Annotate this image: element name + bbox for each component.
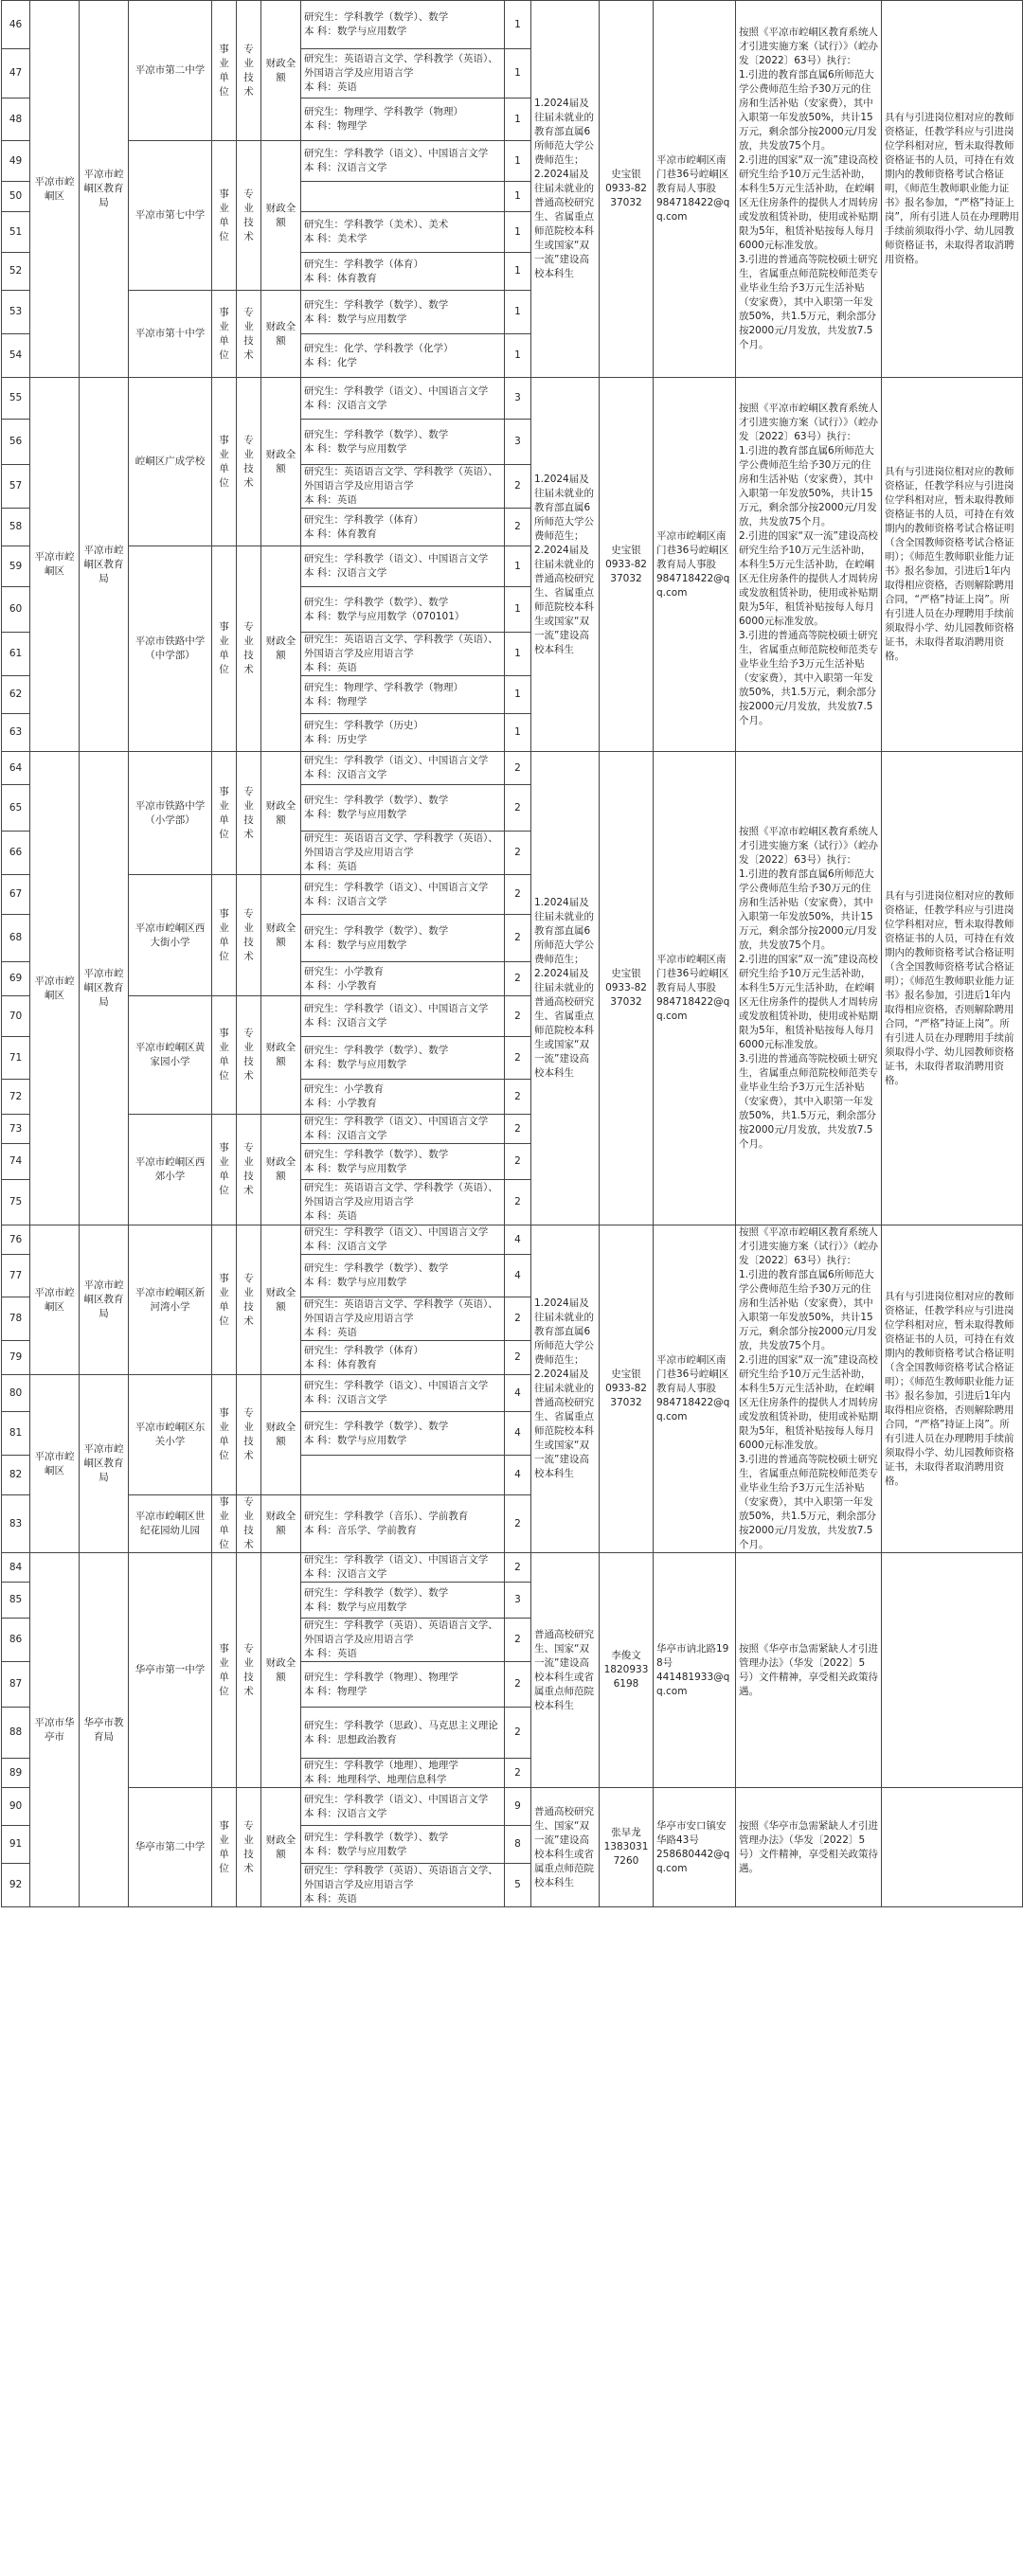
major-cell: 研究生：学科教学（语文）、中国语言文学 本 科：汉语言文学 — [301, 996, 505, 1037]
post-type-cell: 专业技术 — [237, 291, 261, 378]
row-number: 55 — [2, 378, 30, 420]
other-cell — [882, 1553, 1023, 1788]
school-cell: 平凉市第二中学 — [129, 1, 212, 141]
count-cell: 2 — [505, 509, 531, 546]
count-cell: 3 — [505, 420, 531, 465]
major-cell: 研究生：学科教学（数学）、数学 本 科：数学与应用数学 — [301, 291, 505, 334]
row-number: 49 — [2, 141, 30, 182]
school-cell: 平凉市崆峒区西大街小学 — [129, 875, 212, 996]
unit-type-cell: 事业单位 — [212, 546, 237, 752]
other-cell — [882, 1788, 1023, 1907]
row-number: 85 — [2, 1583, 30, 1619]
major-cell: 研究生：学科教学（英语）、英语语言文学、外国语言学及应用语言学 本 科：英语 — [301, 1619, 505, 1662]
school-cell: 华亭市第二中学 — [129, 1788, 212, 1907]
post-type-cell: 专业技术 — [237, 875, 261, 996]
row-number: 60 — [2, 587, 30, 633]
contact-cell: 史宝银 0933-8237032 — [600, 1, 654, 378]
unit-cell: 平凉市崆峒区教育局 — [80, 752, 129, 1225]
count-cell: 2 — [505, 752, 531, 785]
row-number: 62 — [2, 676, 30, 714]
count-cell: 2 — [505, 996, 531, 1037]
policy-cell: 按照《平凉市崆峒区教育系统人才引进实施方案（试行）》（崆办发〔2022〕63号）执行： 1.引进的教育部直属6所师范大学公费师范生给予30万元的住房和生活补贴（安家费），其中入职第一年发放50%，共计15万元，剩余部分按2000元/月发放，共发放75个月。 2.引进的国家“双一流”建设高校研究生给予10万元生活补助，本科生5万元生活补助，在崆峒区无住房条件的提供人才周转房或发放租赁补助，使用或补贴期限为5年，租赁补贴按每人每月6000元标准发放。 3.引进的普通高等院校硕士研究生，省属重点师范院校师范类专业毕业生给予3万元生活补贴（安家费），其中入职第一年发放50%，共1.5万元，剩余部分按2000元/月发放，共发放7.5个月。 — [736, 752, 882, 1225]
row-number: 66 — [2, 832, 30, 875]
count-cell: 2 — [505, 465, 531, 509]
major-cell: 研究生：学科教学（数学）、数学 本 科：数学与应用数学 — [301, 420, 505, 465]
row-number: 78 — [2, 1297, 30, 1341]
table-row — [2, 1, 1023, 49]
count-cell: 1 — [505, 98, 531, 141]
row-number: 73 — [2, 1115, 30, 1144]
count-cell: 2 — [505, 1759, 531, 1788]
count-cell: 3 — [505, 1583, 531, 1619]
contact-cell: 张早龙 13830317260 — [600, 1788, 654, 1907]
row-number: 84 — [2, 1553, 30, 1583]
count-cell: 4 — [505, 1412, 531, 1456]
funding-cell: 财政全额 — [261, 875, 301, 996]
major-cell: 研究生：学科教学（历史） 本 科：历史学 — [301, 714, 505, 752]
count-cell: 4 — [505, 1225, 531, 1255]
funding-cell: 财政全额 — [261, 1788, 301, 1907]
other-cell: 具有与引进岗位相对应的教师资格证，任教学科应与引进岗位学科相对应，暂未取得教师资格证书的人员，可持在有效期内的教师资格考试合格证明（含全国教师资格考试合格证明）；《师范生教师职业能力证书》报名参加，引进后1年内取得相应资格，否则解除聘用合同，“严格”持证上岗”。所有引进人员在办理聘用手续前须取得小学、幼儿园教师资格证书，未取得者取消聘用资格。 — [882, 752, 1023, 1225]
school-cell: 崆峒区广成学校 — [129, 378, 212, 546]
count-cell: 1 — [505, 253, 531, 291]
major-cell: 研究生：学科教学（数学）、数学 本 科：数学与应用数学 — [301, 1144, 505, 1180]
unit-type-cell: 事业单位 — [212, 1495, 237, 1553]
count-cell: 2 — [505, 1115, 531, 1144]
count-cell: 2 — [505, 915, 531, 962]
count-cell: 1 — [505, 546, 531, 587]
recruitment-table — [1, 0, 1023, 1907]
post-type-cell: 专业技术 — [237, 141, 261, 291]
address-cell: 平凉市崆峒区南门巷36号崆峒区教育局人事股 984718422@qq.com — [654, 752, 736, 1225]
table-row — [2, 378, 1023, 420]
funding-cell: 财政全额 — [261, 1115, 301, 1225]
funding-cell: 财政全额 — [261, 378, 301, 546]
major-cell: 研究生：学科教学（音乐）、学前教育 本 科：音乐学、学前教育 — [301, 1495, 505, 1553]
contact-cell: 史宝银 0933-8237032 — [600, 378, 654, 752]
row-number: 64 — [2, 752, 30, 785]
school-cell: 平凉市崆峒区西郊小学 — [129, 1115, 212, 1225]
table-row — [2, 1788, 1023, 1826]
requirement-cell: 1.2024届及往届未就业的教育部直属6所师范大学公费师范生； 2.2024届及往届未就业的普通高校研究生、省属重点师范院校本科生或国家“双一流”建设高校本科生 — [531, 1, 600, 378]
row-number: 71 — [2, 1037, 30, 1080]
major-cell: 研究生：学科教学（数学）、数学 本 科：数学与应用数学 — [301, 1037, 505, 1080]
major-cell: 研究生：英语语言文学、学科教学（英语）、外国语言学及应用语言学 本 科：英语 — [301, 49, 505, 98]
count-cell: 4 — [505, 1375, 531, 1412]
major-cell: 研究生：物理学、学科教学（物理） 本 科：物理学 — [301, 676, 505, 714]
count-cell: 2 — [505, 1144, 531, 1180]
row-number: 75 — [2, 1180, 30, 1225]
row-number: 92 — [2, 1864, 30, 1907]
funding-cell: 财政全额 — [261, 1, 301, 141]
major-cell: 研究生：英语语言文学、学科教学（英语）、外国语言学及应用语言学 本 科：英语 — [301, 465, 505, 509]
department-cell: 平凉市华亭市 — [30, 1553, 80, 1907]
row-number: 53 — [2, 291, 30, 334]
count-cell: 2 — [505, 1662, 531, 1708]
major-cell: 研究生：学科教学（语文）、中国语言文学 本 科：汉语言文学 — [301, 1553, 505, 1583]
count-cell: 1 — [505, 182, 531, 212]
school-cell: 平凉市铁路中学（小学部） — [129, 752, 212, 875]
unit-type-cell: 事业单位 — [212, 752, 237, 875]
major-cell: 研究生：学科教学（语文）、中国语言文学 本 科：汉语言文学 — [301, 1788, 505, 1826]
row-number: 86 — [2, 1619, 30, 1662]
unit-type-cell: 事业单位 — [212, 1375, 237, 1495]
department-cell: 平凉市崆峒区 — [30, 1, 80, 378]
major-cell: 研究生：学科教学（数学）、数学 本 科：数学与应用数学 — [301, 1, 505, 49]
row-number: 68 — [2, 915, 30, 962]
address-cell: 平凉市崆峒区南门巷36号崆峒区教育局人事股 984718422@qq.com — [654, 1, 736, 378]
post-type-cell: 专业技术 — [237, 752, 261, 875]
major-cell: 研究生：学科教学（英语）、英语语言文学、外国语言学及应用语言学 本 科：英语 — [301, 1864, 505, 1907]
row-number: 82 — [2, 1456, 30, 1495]
major-cell: 研究生：学科教学（数学）、数学 本 科：数学与应用数学 — [301, 915, 505, 962]
row-number: 91 — [2, 1826, 30, 1864]
post-type-cell: 专业技术 — [237, 1788, 261, 1907]
school-cell: 平凉市崆峒区东关小学 — [129, 1375, 212, 1495]
row-number: 59 — [2, 546, 30, 587]
school-cell: 平凉市崆峒区新河湾小学 — [129, 1225, 212, 1375]
count-cell: 2 — [505, 1297, 531, 1341]
post-type-cell: 专业技术 — [237, 1, 261, 141]
funding-cell: 财政全额 — [261, 291, 301, 378]
row-number: 47 — [2, 49, 30, 98]
unit-type-cell: 事业单位 — [212, 378, 237, 546]
contact-cell: 史宝银 0933-8237032 — [600, 1225, 654, 1553]
major-cell: 研究生：学科教学（思政）、马克思主义理论 本 科：思想政治教育 — [301, 1708, 505, 1759]
funding-cell: 财政全额 — [261, 1375, 301, 1495]
policy-cell: 按照《平凉市崆峒区教育系统人才引进实施方案（试行）》（崆办发〔2022〕63号）执行： 1.引进的教育部直属6所师范大学公费师范生给予30万元的住房和生活补贴（安家费），其中入职第一年发放50%，共计15万元，剩余部分按2000元/月发放，共发放75个月。 2.引进的国家“双一流”建设高校研究生给予10万元生活补助，本科生5万元生活补助，在崆峒区无住房条件的提供人才周转房或发放租赁补助，使用或补贴期限为5年，租赁补贴按每人每月6000元标准发放。 3.引进的普通高等院校硕士研究生，省属重点师范院校师范类专业毕业生给予3万元生活补贴（安家费），其中入职第一年发放50%，共1.5万元，剩余部分按2000元/月发放，共发放7.5个月。 — [736, 1225, 882, 1553]
other-cell: 具有与引进岗位相对应的教师资格证，任教学科应与引进岗位学科相对应，暂未取得教师资格证书的人员，可持在有效期内的教师资格考试合格证明（含全国教师资格考试合格证明）；《师范生教师职业能力证书》报名参加，引进后1年内取得相应资格，否则解除聘用合同，“严格”持证上岗”。所有引进人员在办理聘用手续前须取得小学、幼儿园教师资格证书，未取得者取消聘用资格。 — [882, 378, 1023, 752]
post-type-cell: 专业技术 — [237, 1553, 261, 1788]
count-cell: 8 — [505, 1826, 531, 1864]
count-cell: 2 — [505, 1080, 531, 1115]
count-cell: 2 — [505, 1708, 531, 1759]
row-number: 69 — [2, 962, 30, 996]
row-number: 58 — [2, 509, 30, 546]
major-cell: 研究生：学科教学（数学）、数学 本 科：数学与应用数学 — [301, 1826, 505, 1864]
unit-type-cell: 事业单位 — [212, 1, 237, 141]
row-number: 81 — [2, 1412, 30, 1456]
school-cell: 平凉市铁路中学（中学部） — [129, 546, 212, 752]
requirement-cell: 1.2024届及往届未就业的教育部直属6所师范大学公费师范生； 2.2024届及往届未就业的普通高校研究生、省属重点师范院校本科生或国家“双一流”建设高校本科生 — [531, 752, 600, 1225]
row-number: 56 — [2, 420, 30, 465]
count-cell: 2 — [505, 962, 531, 996]
count-cell: 1 — [505, 587, 531, 633]
major-cell: 研究生：学科教学（语文）、中国语言文学 本 科：汉语言文学 — [301, 875, 505, 915]
count-cell: 2 — [505, 1619, 531, 1662]
requirement-cell: 普通高校研究生、国家“双一流”建设高校本科生或省属重点师范院校本科生 — [531, 1553, 600, 1788]
row-number: 46 — [2, 1, 30, 49]
major-cell: 研究生：学科教学（语文）、中国语言文学 本 科：汉语言文学 — [301, 752, 505, 785]
unit-cell: 平凉市崆峒区教育局 — [80, 378, 129, 752]
post-type-cell: 专业技术 — [237, 1375, 261, 1495]
major-cell: 研究生：物理学、学科教学（物理） 本 科：物理学 — [301, 98, 505, 141]
unit-type-cell: 事业单位 — [212, 291, 237, 378]
count-cell: 9 — [505, 1788, 531, 1826]
count-cell: 1 — [505, 141, 531, 182]
count-cell: 1 — [505, 291, 531, 334]
major-cell: 研究生：学科教学（语文）、中国语言文学 本 科：汉语言文学 — [301, 1225, 505, 1255]
other-cell: 具有与引进岗位相对应的教师资格证，任教学科应与引进岗位学科相对应，暂未取得教师资格证书的人员，可持在有效期内的教师资格考试合格证明，《师范生教师职业能力证书》报名参加，“严格”持证上岗”，所有引进人员在办理聘用手续前须取得小学、幼儿园教师资格证书，未取得者取消聘用资格。 — [882, 1, 1023, 378]
count-cell: 1 — [505, 334, 531, 378]
post-type-cell: 专业技术 — [237, 378, 261, 546]
policy-cell: 按照《华亭市急需紧缺人才引进管理办法》（华发〔2022〕5号）文件精神，享受相关政策待遇。 — [736, 1553, 882, 1788]
row-number: 54 — [2, 334, 30, 378]
unit-type-cell: 事业单位 — [212, 1225, 237, 1375]
major-cell: 研究生：化学、学科教学（化学） 本 科：化学 — [301, 334, 505, 378]
major-cell: 研究生：小学教育 本 科：小学教育 — [301, 1080, 505, 1115]
table-row — [2, 752, 1023, 785]
row-number: 90 — [2, 1788, 30, 1826]
unit-cell: 平凉市崆峒区教育局 — [80, 1225, 129, 1375]
count-cell: 2 — [505, 1553, 531, 1583]
unit-type-cell: 事业单位 — [212, 1115, 237, 1225]
address-cell: 华亭市安口镇安华路43号 258680442@qq.com — [654, 1788, 736, 1907]
funding-cell: 财政全额 — [261, 1495, 301, 1553]
major-cell: 研究生：学科教学（体育） 本 科：体育教育 — [301, 509, 505, 546]
major-cell: 研究生：学科教学（语文）、中国语言文学 本 科：汉语言文学 — [301, 546, 505, 587]
funding-cell: 财政全额 — [261, 546, 301, 752]
contact-cell: 李俊文 18209336198 — [600, 1553, 654, 1788]
policy-cell: 按照《平凉市崆峒区教育系统人才引进实施方案（试行）》（崆办发〔2022〕63号）执行： 1.引进的教育部直属6所师范大学公费师范生给予30万元的住房和生活补贴（安家费），其中入职第一年发放50%，共计15万元，剩余部分按2000元/月发放，共发放75个月。 2.引进的国家“双一流”建设高校研究生给予10万元生活补助，本科生5万元生活补助，在崆峒区无住房条件的提供人才周转房或发放租赁补助，使用或补贴期限为5年，租赁补贴按每人每月6000元标准发放。 3.引进的普通高等院校硕士研究生，省属重点师范院校师范类专业毕业生给予3万元生活补贴（安家费），其中入职第一年发放50%，共1.5万元，剩余部分按2000元/月发放，共发放7.5个月。 — [736, 1, 882, 378]
major-cell: 研究生：学科教学（地理）、地理学 本 科：地理科学、地理信息科学 — [301, 1759, 505, 1788]
major-cell: 研究生：学科教学（数学）、数学 本 科：数学与应用数学 — [301, 1255, 505, 1297]
count-cell: 1 — [505, 714, 531, 752]
unit-cell: 平凉市崆峒区教育局 — [80, 1, 129, 378]
row-number: 80 — [2, 1375, 30, 1412]
address-cell: 华亭市讷北路198号 441481933@qq.com — [654, 1553, 736, 1788]
count-cell: 5 — [505, 1864, 531, 1907]
count-cell: 2 — [505, 1037, 531, 1080]
major-cell: 研究生：学科教学（数学）、数学 本 科：数学与应用数学 — [301, 1583, 505, 1619]
department-cell: 平凉市崆峒区 — [30, 378, 80, 752]
count-cell: 1 — [505, 633, 531, 676]
funding-cell: 财政全额 — [261, 996, 301, 1115]
major-cell: 研究生：学科教学（语文）、中国语言文学 本 科：汉语言文学 — [301, 1375, 505, 1412]
unit-type-cell: 事业单位 — [212, 1788, 237, 1907]
count-cell: 1 — [505, 1, 531, 49]
major-cell: 研究生：英语语言文学、学科教学（英语）、外国语言学及应用语言学 本 科：英语 — [301, 1180, 505, 1225]
policy-cell: 按照《平凉市崆峒区教育系统人才引进实施方案（试行）》（崆办发〔2022〕63号）执行： 1.引进的教育部直属6所师范大学公费师范生给予30万元的住房和生活补贴（安家费），其中入职第一年发放50%，共计15万元，剩余部分按2000元/月发放，共发放75个月。 2.引进的国家“双一流”建设高校研究生给予10万元生活补助，本科生5万元生活补助，在崆峒区无住房条件的提供人才周转房或发放租赁补助，使用或补贴期限为5年，租赁补贴按每人每月6000元标准发放。 3.引进的普通高等院校硕士研究生，省属重点师范院校师范类专业毕业生给予3万元生活补贴（安家费），其中入职第一年发放50%，共1.5万元，剩余部分按2000元/月发放，共发放7.5个月。 — [736, 378, 882, 752]
school-cell: 平凉市第七中学 — [129, 141, 212, 291]
count-cell: 2 — [505, 875, 531, 915]
major-cell — [301, 182, 505, 212]
funding-cell: 财政全额 — [261, 141, 301, 291]
count-cell: 1 — [505, 676, 531, 714]
post-type-cell: 专业技术 — [237, 546, 261, 752]
major-cell: 研究生：学科教学（物理）、物理学 本 科：物理学 — [301, 1662, 505, 1708]
post-type-cell: 专业技术 — [237, 1115, 261, 1225]
department-cell: 平凉市崆峒区 — [30, 1375, 80, 1553]
post-type-cell: 专业技术 — [237, 996, 261, 1115]
major-cell: 研究生：学科教学（体育） 本 科：体育教育 — [301, 1341, 505, 1375]
department-cell: 平凉市崆峒区 — [30, 752, 80, 1225]
school-cell: 平凉市第十中学 — [129, 291, 212, 378]
row-number: 89 — [2, 1759, 30, 1788]
major-cell: 研究生：学科教学（数学）、数学 本 科：数学与应用数学 — [301, 1412, 505, 1456]
table-row — [2, 1553, 1023, 1583]
major-cell: 研究生：学科教学（数学）、数学 本 科：数学与应用数学（070101） — [301, 587, 505, 633]
post-type-cell: 专业技术 — [237, 1225, 261, 1375]
major-cell: 研究生：学科教学（数学）、数学 本 科：数学与应用数学 — [301, 785, 505, 832]
row-number: 83 — [2, 1495, 30, 1553]
contact-cell: 史宝银 0933-8237032 — [600, 752, 654, 1225]
address-cell: 平凉市崆峒区南门巷36号崆峒区教育局人事股 984718422@qq.com — [654, 378, 736, 752]
major-cell: 研究生：学科教学（体育） 本 科：体育教育 — [301, 253, 505, 291]
count-cell: 4 — [505, 1255, 531, 1297]
row-number: 70 — [2, 996, 30, 1037]
unit-type-cell: 事业单位 — [212, 1553, 237, 1788]
row-number: 57 — [2, 465, 30, 509]
other-cell: 具有与引进岗位相对应的教师资格证，任教学科应与引进岗位学科相对应，暂未取得教师资格证书的人员，可持在有效期内的教师资格考试合格证明（含全国教师资格考试合格证明）；《师范生教师职业能力证书》报名参加，引进后1年内取得相应资格，否则解除聘用合同，“严格”持证上岗”。所有引进人员在办理聘用手续前须取得小学、幼儿园教师资格证书，未取得者取消聘用资格。 — [882, 1225, 1023, 1553]
count-cell: 2 — [505, 832, 531, 875]
funding-cell: 财政全额 — [261, 1553, 301, 1788]
requirement-cell: 1.2024届及往届未就业的教育部直属6所师范大学公费师范生； 2.2024届及往届未就业的普通高校研究生、省属重点师范院校本科生或国家“双一流”建设高校本科生 — [531, 1225, 600, 1553]
policy-cell: 按照《华亭市急需紧缺人才引进管理办法》（华发〔2022〕5号）文件精神，享受相关政策待遇。 — [736, 1788, 882, 1907]
post-type-cell: 专业技术 — [237, 1495, 261, 1553]
requirement-cell: 1.2024届及往届未就业的教育部直属6所师范大学公费师范生； 2.2024届及往届未就业的普通高校研究生、省属重点师范院校本科生或国家“双一流”建设高校本科生 — [531, 378, 600, 752]
funding-cell: 财政全额 — [261, 1225, 301, 1375]
row-number: 87 — [2, 1662, 30, 1708]
unit-type-cell: 事业单位 — [212, 996, 237, 1115]
row-number: 79 — [2, 1341, 30, 1375]
major-cell: 研究生：英语语言文学、学科教学（英语）、外国语言学及应用语言学 本 科：英语 — [301, 633, 505, 676]
row-number: 67 — [2, 875, 30, 915]
row-number: 88 — [2, 1708, 30, 1759]
unit-type-cell: 事业单位 — [212, 875, 237, 996]
row-number: 72 — [2, 1080, 30, 1115]
table-row — [2, 1225, 1023, 1255]
row-number: 50 — [2, 182, 30, 212]
row-number: 61 — [2, 633, 30, 676]
row-number: 65 — [2, 785, 30, 832]
unit-cell: 华亭市教育局 — [80, 1553, 129, 1907]
department-cell: 平凉市崆峒区 — [30, 1225, 80, 1375]
school-cell: 平凉市崆峒区世纪花园幼儿园 — [129, 1495, 212, 1553]
count-cell: 2 — [505, 785, 531, 832]
major-cell: 研究生：学科教学（语文）、中国语言文学 本 科：汉语言文学 — [301, 141, 505, 182]
count-cell: 3 — [505, 378, 531, 420]
major-cell — [301, 1456, 505, 1495]
row-number: 48 — [2, 98, 30, 141]
row-number: 52 — [2, 253, 30, 291]
major-cell: 研究生：学科教学（美术）、美术 本 科：美术学 — [301, 212, 505, 253]
count-cell: 2 — [505, 1495, 531, 1553]
count-cell: 2 — [505, 1341, 531, 1375]
count-cell: 1 — [505, 212, 531, 253]
row-number: 74 — [2, 1144, 30, 1180]
funding-cell: 财政全额 — [261, 752, 301, 875]
row-number: 51 — [2, 212, 30, 253]
count-cell: 1 — [505, 49, 531, 98]
major-cell: 研究生：英语语言文学、学科教学（英语）、外国语言学及应用语言学 本 科：英语 — [301, 832, 505, 875]
unit-cell: 平凉市崆峒区教育局 — [80, 1375, 129, 1553]
address-cell: 平凉市崆峒区南门巷36号崆峒区教育局人事股 984718422@qq.com — [654, 1225, 736, 1553]
unit-type-cell: 事业单位 — [212, 141, 237, 291]
major-cell: 研究生：学科教学（语文）、中国语言文学 本 科：汉语言文学 — [301, 378, 505, 420]
row-number: 76 — [2, 1225, 30, 1255]
major-cell: 研究生：英语语言文学、学科教学（英语）、外国语言学及应用语言学 本 科：英语 — [301, 1297, 505, 1341]
school-cell: 华亭市第一中学 — [129, 1553, 212, 1788]
major-cell: 研究生：小学教育 本 科：小学教育 — [301, 962, 505, 996]
row-number: 77 — [2, 1255, 30, 1297]
count-cell: 4 — [505, 1456, 531, 1495]
count-cell: 2 — [505, 1180, 531, 1225]
school-cell: 平凉市崆峒区黄家园小学 — [129, 996, 212, 1115]
major-cell: 研究生：学科教学（语文）、中国语言文学 本 科：汉语言文学 — [301, 1115, 505, 1144]
row-number: 63 — [2, 714, 30, 752]
requirement-cell: 普通高校研究生、国家“双一流”建设高校本科生或省属重点师范院校本科生 — [531, 1788, 600, 1907]
